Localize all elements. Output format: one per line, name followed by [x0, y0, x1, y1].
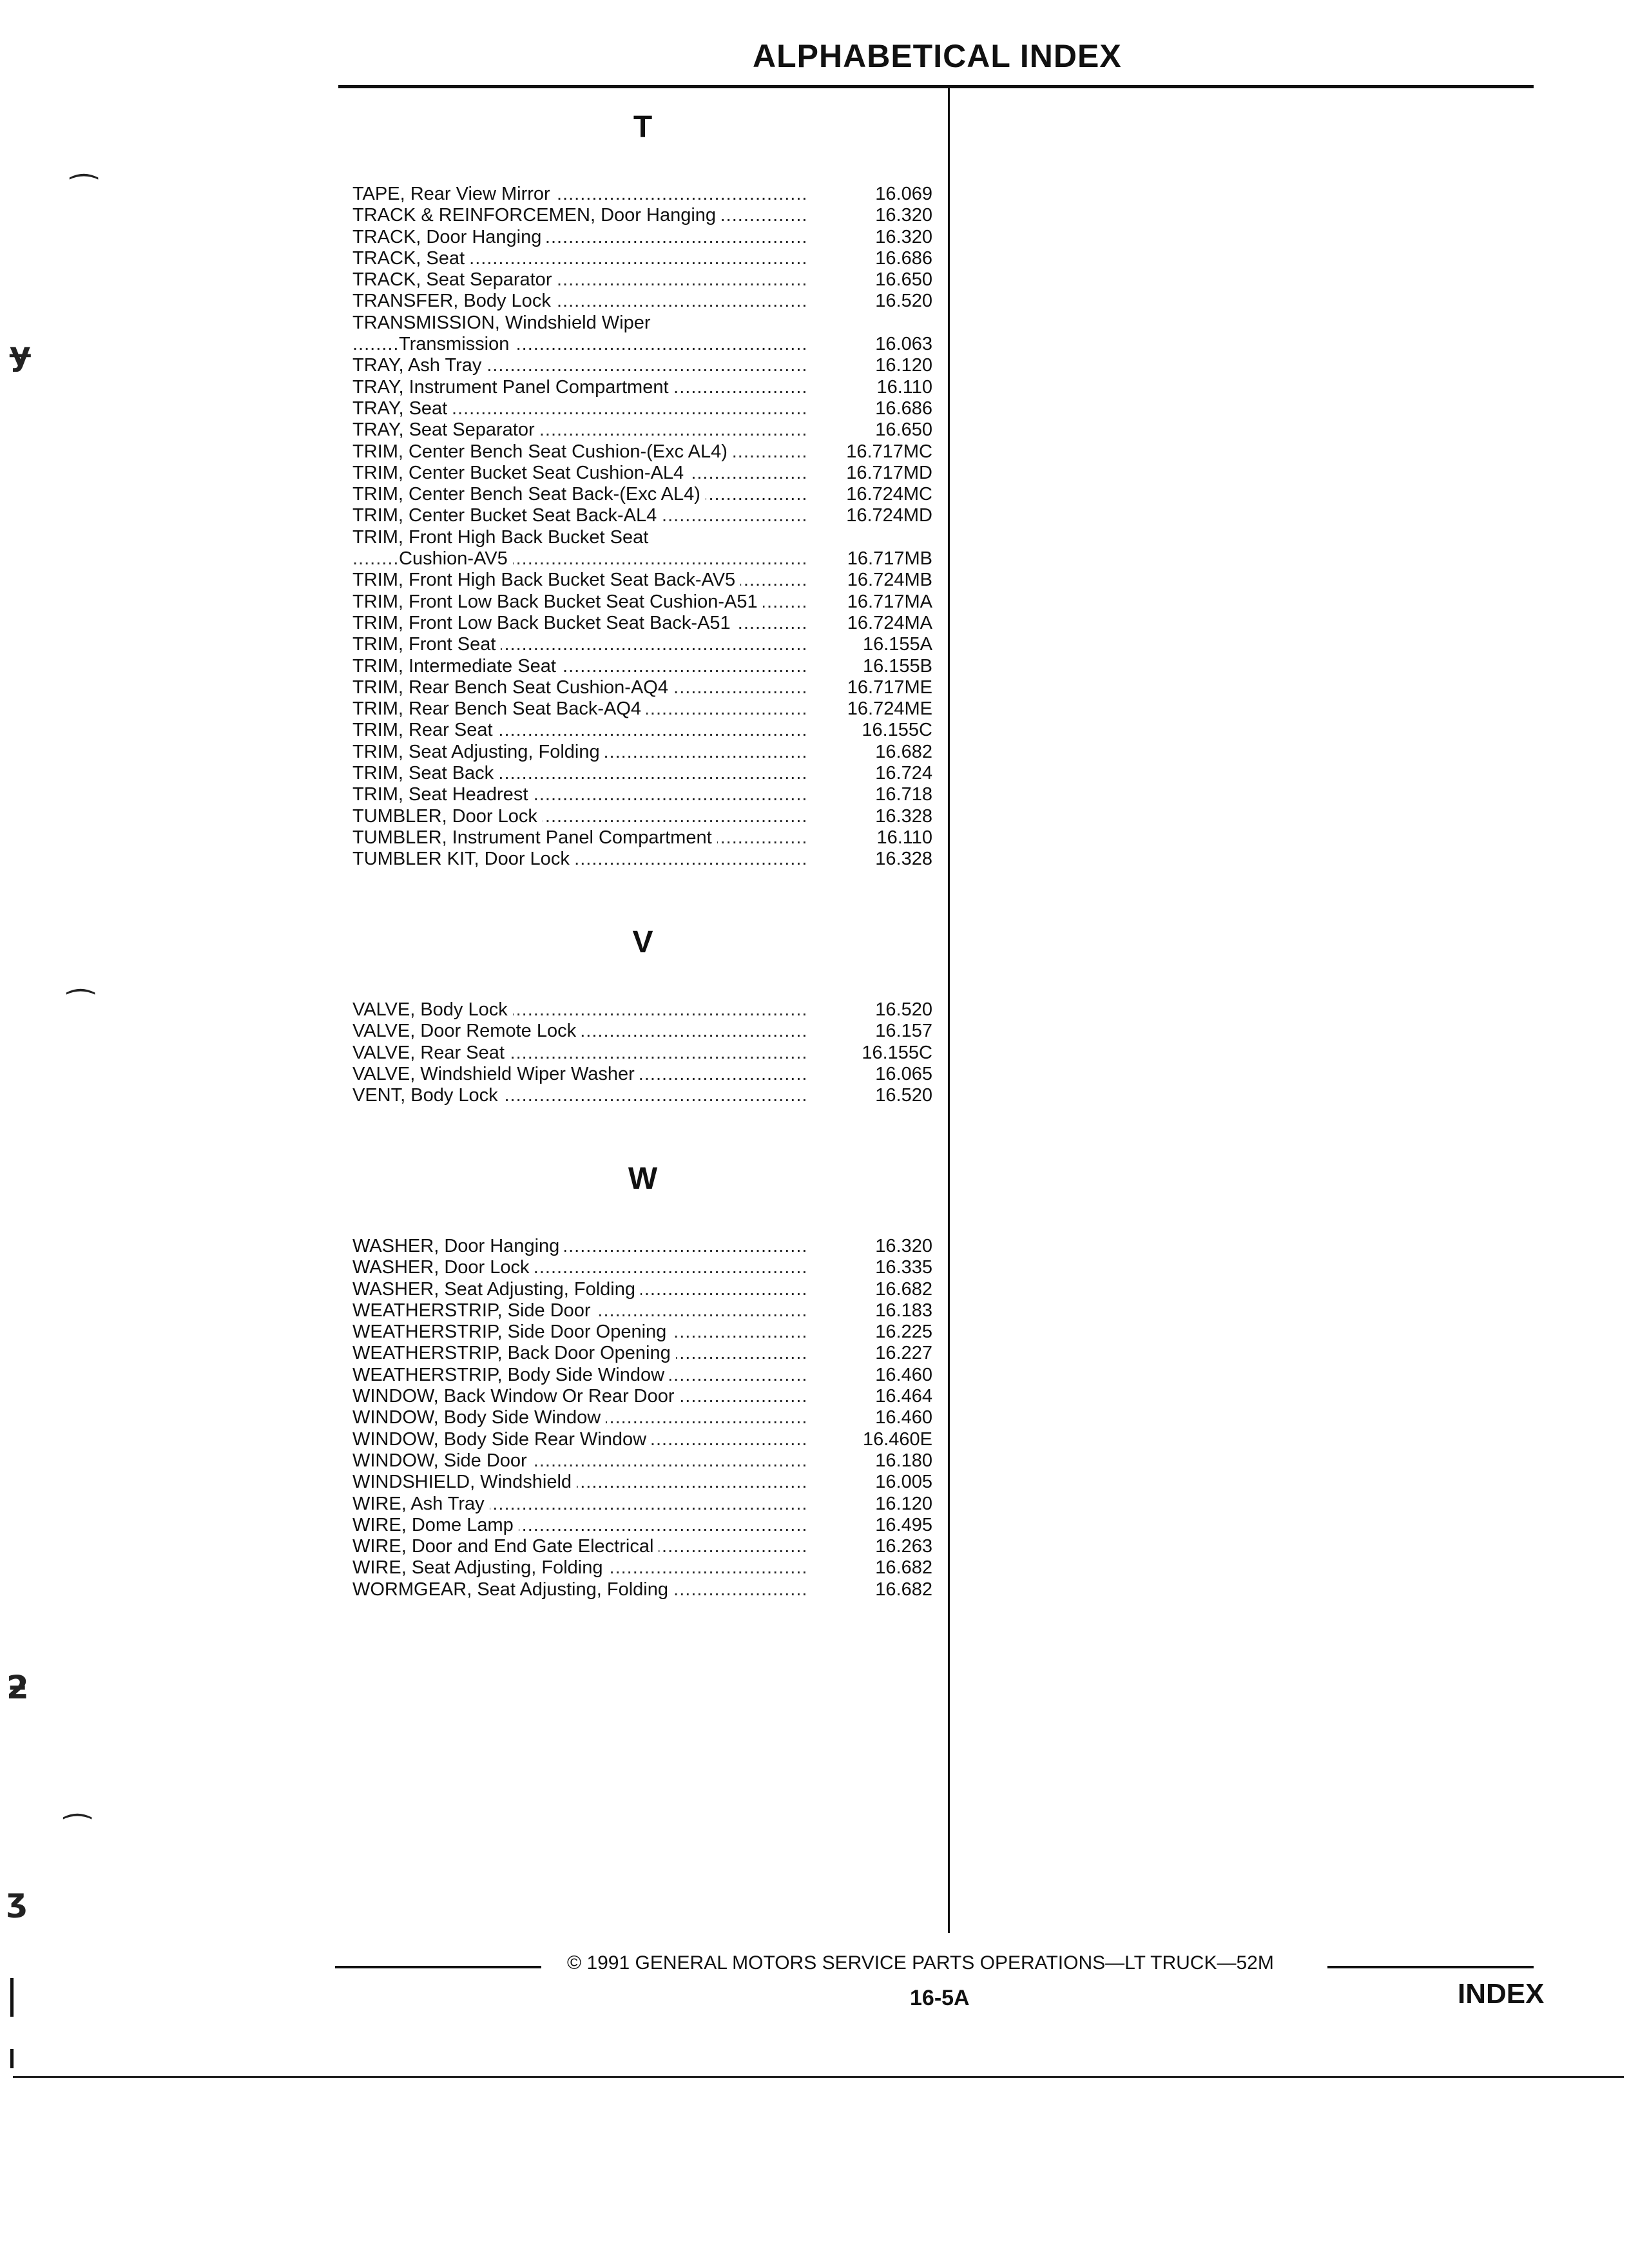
- index-entry: [352, 1300, 932, 1321]
- index-entry: [352, 784, 932, 805]
- entry-page-ref: 16.717MA: [847, 591, 932, 612]
- entry-page-ref: 16.682: [875, 1278, 932, 1300]
- entry-term-text: WIRE, Door and End Gate Electrical: [352, 1536, 659, 1557]
- index-entry: [352, 677, 932, 698]
- entry-page-ref: 16.724MC: [846, 484, 932, 505]
- section-label: INDEX: [1458, 1978, 1545, 2010]
- entry-term-text: WIRE, Dome Lamp: [352, 1515, 519, 1535]
- entry-term-text: TAPE, Rear View Mirror: [352, 184, 555, 204]
- entry-term-text: TRAY, Instrument Panel Compartment: [352, 377, 674, 398]
- entry-term-text: TRACK, Door Hanging: [352, 227, 546, 247]
- entry-term-text: TRANSMISSION, Windshield Wiper: [352, 312, 656, 333]
- entry-term-text: TRIM, Front Low Back Bucket Seat Cushion-A51: [352, 591, 763, 612]
- entry-page-ref: 16.065: [875, 1063, 932, 1084]
- entry-page-ref: 16.005: [875, 1472, 932, 1493]
- entry-term: [352, 570, 808, 591]
- entry-term-text: TUMBLER KIT, Door Lock: [352, 849, 575, 869]
- entry-page-ref: 16.686: [875, 398, 932, 419]
- index-entry: [352, 1536, 932, 1557]
- index-entry: [352, 1579, 932, 1600]
- entry-term-text: WASHER, Seat Adjusting, Folding: [352, 1279, 641, 1300]
- entry-page-ref: 16.717MB: [847, 548, 932, 570]
- index-entry: [352, 441, 932, 463]
- entry-term-text: TRIM, Seat Back: [352, 763, 499, 783]
- entry-page-ref: 16.717ME: [847, 677, 932, 698]
- entry-page-ref: 16.227: [875, 1343, 932, 1364]
- entry-page-ref: 16.328: [875, 849, 932, 870]
- index-entry: [352, 806, 932, 827]
- entry-page-ref: 16.717MD: [846, 462, 932, 483]
- index-entry: [352, 1279, 932, 1300]
- entry-term-text: VALVE, Body Lock: [352, 999, 513, 1020]
- entry-term-text: TRIM, Rear Bench Seat Cushion-AQ4: [352, 677, 673, 698]
- scan-mark: ⁀: [64, 1814, 91, 1851]
- page-bottom-rule: [13, 2076, 1624, 2078]
- index-entry: [352, 355, 932, 376]
- header-rule: [338, 85, 1534, 88]
- entry-term-text: WINDSHIELD, Windshield: [352, 1472, 577, 1492]
- entry-term-text: TRIM, Rear Bench Seat Back-AQ4: [352, 698, 646, 719]
- index-entry: [352, 698, 932, 720]
- index-entry: [352, 1365, 932, 1386]
- index-entry: [352, 334, 932, 355]
- section-letter-w: W: [628, 1162, 658, 1196]
- index-entry: [352, 1321, 932, 1343]
- index-entry: [352, 1515, 932, 1536]
- index-entry: [352, 269, 932, 291]
- index-entry: [352, 1472, 932, 1493]
- index-entry: [352, 377, 932, 398]
- entry-page-ref: 16.718: [875, 784, 932, 805]
- page-title: ALPHABETICAL INDEX: [753, 38, 1122, 74]
- entry-term-text: TRIM, Center Bucket Seat Cushion-AL4: [352, 463, 689, 483]
- entry-page-ref: 16.724MD: [846, 505, 932, 526]
- index-entry: [352, 742, 932, 763]
- column-divider: [948, 86, 950, 1933]
- entry-term-text: TRAY, Ash Tray: [352, 355, 487, 376]
- index-entry: [352, 827, 932, 849]
- index-entry: [352, 463, 932, 484]
- entry-term-text: WEATHERSTRIP, Body Side Window: [352, 1365, 670, 1385]
- entry-page-ref: 16.724MB: [847, 570, 932, 591]
- entry-page-ref: 16.155B: [862, 655, 932, 677]
- scan-mark: ƻ: [6, 1669, 29, 1706]
- entry-page-ref: 16.110: [876, 827, 932, 848]
- index-entry: [352, 1494, 932, 1515]
- entry-term-text: VALVE, Rear Seat: [352, 1043, 510, 1063]
- entry-page-ref: 16.650: [875, 269, 932, 291]
- entry-page-ref: 16.120: [875, 355, 932, 376]
- index-entry: [352, 613, 932, 634]
- index-list-w: [352, 1236, 932, 1600]
- entry-term-text: TUMBLER, Instrument Panel Compartment: [352, 827, 717, 848]
- entry-term-text: TRIM, Center Bench Seat Cushion-(Exc AL4): [352, 441, 733, 462]
- entry-term: [352, 591, 808, 613]
- entry-page-ref: 16.225: [875, 1321, 932, 1343]
- index-entry: [352, 184, 932, 205]
- index-entry: [352, 291, 932, 312]
- footer-rule-left: [335, 1966, 541, 1968]
- entry-term-text: WINDOW, Side Door: [352, 1450, 532, 1471]
- index-entry: [352, 1386, 932, 1407]
- index-entry: [352, 205, 932, 226]
- entry-page-ref: 16.063: [875, 334, 932, 355]
- scan-mark: [10, 2049, 14, 2068]
- entry-term-text: TRACK & REINFORCEMEN, Door Hanging: [352, 205, 721, 226]
- index-entry: [352, 505, 932, 526]
- entry-page-ref: 16.328: [875, 805, 932, 827]
- entry-page-ref: 16.460: [875, 1364, 932, 1385]
- entry-page-ref: 16.682: [875, 741, 932, 762]
- index-entry: [352, 1085, 932, 1106]
- entry-page-ref: 16.724MA: [847, 612, 932, 633]
- entry-page-ref: 16.650: [875, 419, 932, 441]
- entry-page-ref: 16.120: [875, 1493, 932, 1514]
- index-entry: [352, 999, 932, 1021]
- entry-term-text: WINDOW, Back Window Or Rear Door: [352, 1386, 680, 1407]
- scan-mark: ⁀: [68, 989, 94, 1026]
- index-entry: [352, 227, 932, 248]
- entry-term-text: WORMGEAR, Seat Adjusting, Folding: [352, 1579, 673, 1600]
- scan-mark: ʒ: [6, 1881, 28, 1919]
- index-entry: [352, 1021, 932, 1042]
- entry-page-ref: 16.682: [875, 1579, 932, 1600]
- index-entry: [352, 1429, 932, 1450]
- scan-mark: ɏ: [10, 335, 31, 372]
- entry-page-ref: 16.110: [876, 376, 932, 398]
- entry-page-ref: 16.155C: [862, 720, 932, 741]
- index-list-v: [352, 999, 932, 1106]
- index-entry: [352, 312, 932, 334]
- entry-term-text: WIRE, Ash Tray: [352, 1494, 490, 1514]
- entry-page-ref: 16.069: [875, 184, 932, 204]
- entry-page-ref: 16.460: [875, 1407, 932, 1428]
- entry-term-text: VENT, Body Lock: [352, 1085, 503, 1106]
- entry-term-text: Transmission: [399, 334, 514, 354]
- index-entry: [352, 849, 932, 870]
- entry-term-text: TRIM, Front Seat: [352, 634, 501, 655]
- entry-term-text: TRIM, Front High Back Bucket Seat Back-AV5: [352, 570, 740, 590]
- entry-term-text: VALVE, Windshield Wiper Washer: [352, 1064, 640, 1084]
- index-entry: [352, 656, 932, 677]
- entry-term-text: TRIM, Intermediate Seat: [352, 656, 561, 677]
- entry-term-text: TRAY, Seat Separator: [352, 419, 540, 440]
- entry-page-ref: 16.155C: [862, 1042, 932, 1063]
- entry-page-ref: 16.717MC: [846, 441, 932, 462]
- footer-rule-right: [1327, 1966, 1534, 1968]
- entry-term-text: WEATHERSTRIP, Side Door Opening: [352, 1321, 671, 1342]
- entry-page-ref: 16.495: [875, 1514, 932, 1535]
- index-entry: [352, 634, 932, 655]
- entry-term-text: TRIM, Seat Headrest: [352, 784, 533, 805]
- entry-term-text: WEATHERSTRIP, Side Door: [352, 1300, 596, 1321]
- entry-page-ref: 16.464: [875, 1386, 932, 1407]
- entry-term-text: WIRE, Seat Adjusting, Folding: [352, 1557, 608, 1578]
- entry-term-text: TRACK, Seat: [352, 248, 470, 269]
- entry-page-ref: 16.520: [875, 999, 932, 1020]
- index-entry: [352, 419, 932, 441]
- entry-term-text: TRACK, Seat Separator: [352, 269, 557, 290]
- index-entry: [352, 1450, 932, 1472]
- section-letter-v: V: [632, 925, 653, 959]
- index-list-t: [352, 184, 932, 870]
- entry-term-text: TRIM, Center Bench Seat Back-(Exc AL4): [352, 484, 706, 505]
- index-entry: [352, 1343, 932, 1364]
- section-letter-t: T: [633, 110, 653, 144]
- entry-term-text: WEATHERSTRIP, Back Door Opening: [352, 1343, 676, 1363]
- index-entry: [352, 591, 932, 613]
- index-entry: [352, 548, 932, 570]
- index-entry: [352, 1407, 932, 1428]
- entry-page-ref: 16.157: [875, 1021, 932, 1042]
- entry-term-text: TRIM, Center Bucket Seat Back-AL4: [352, 505, 662, 526]
- entry-term-text: TRIM, Seat Adjusting, Folding: [352, 742, 605, 762]
- entry-term-text: TRIM, Front High Back Bucket Seat: [352, 527, 653, 548]
- entry-page-ref: 16.320: [875, 1236, 932, 1256]
- entry-page-ref: 16.180: [875, 1450, 932, 1471]
- entry-page-ref: 16.320: [875, 205, 932, 226]
- index-entry: [352, 1257, 932, 1278]
- entry-page-ref: 16.682: [875, 1557, 932, 1579]
- scan-mark: [10, 1978, 14, 2017]
- entry-page-ref: 16.183: [875, 1300, 932, 1321]
- entry-page-ref: 16.263: [875, 1536, 932, 1557]
- entry-term-text: TRAY, Seat: [352, 398, 452, 419]
- entry-term-text: WASHER, Door Hanging: [352, 1236, 564, 1256]
- entry-term-text: WASHER, Door Lock: [352, 1257, 535, 1278]
- index-entry: [352, 398, 932, 419]
- index-entry: [352, 763, 932, 784]
- index-entry: [352, 1557, 932, 1579]
- entry-page-ref: 16.320: [875, 226, 932, 247]
- entry-page-ref: 16.335: [875, 1257, 932, 1278]
- entry-term: [352, 312, 808, 334]
- index-entry: [352, 1043, 932, 1064]
- entry-term-text: WINDOW, Body Side Window: [352, 1407, 606, 1428]
- entry-page-ref: 16.155A: [862, 634, 932, 655]
- entry-page-ref: 16.460E: [862, 1428, 932, 1450]
- index-entry: [352, 484, 932, 505]
- entry-page-ref: 16.724ME: [847, 698, 932, 720]
- entry-term-text: TRANSFER, Body Lock: [352, 291, 556, 311]
- entry-term-text: VALVE, Door Remote Lock: [352, 1021, 581, 1041]
- entry-page-ref: 16.724: [875, 763, 932, 784]
- entry-term-text: TRIM, Front Low Back Bucket Seat Back-A51: [352, 613, 736, 633]
- index-entry: [352, 720, 932, 741]
- index-entry: [352, 1064, 932, 1085]
- index-entry: [352, 570, 932, 591]
- scan-mark: ⁀: [71, 174, 97, 211]
- index-entry: [352, 248, 932, 269]
- entry-term-text: Cushion-AV5: [399, 548, 513, 569]
- copyright-notice: © 1991 GENERAL MOTORS SERVICE PARTS OPERATIONS—LT TRUCK—52M: [567, 1952, 1274, 1974]
- page-number: 16-5A: [910, 1986, 970, 2010]
- entry-page-ref: 16.520: [875, 1085, 932, 1106]
- entry-page-ref: 16.686: [875, 247, 932, 269]
- entry-term-text: WINDOW, Body Side Rear Window: [352, 1429, 651, 1450]
- entry-term-text: TRIM, Rear Seat: [352, 720, 498, 740]
- entry-term-text: TUMBLER, Door Lock: [352, 806, 543, 827]
- entry-page-ref: 16.520: [875, 291, 932, 312]
- entry-term: [352, 527, 808, 548]
- index-entry: [352, 1236, 932, 1257]
- index-entry: [352, 527, 932, 548]
